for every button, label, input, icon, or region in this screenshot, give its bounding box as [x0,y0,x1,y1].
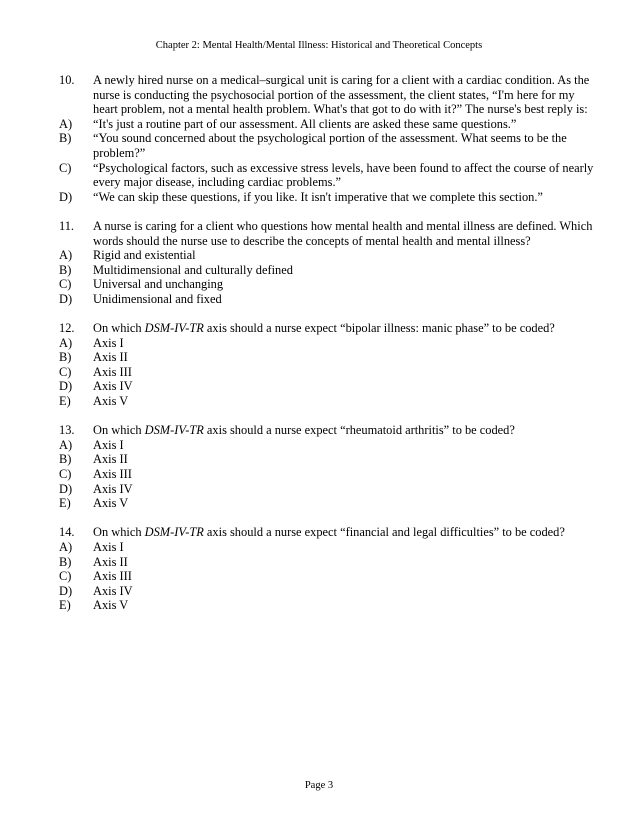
answer-option [59,379,599,394]
manual-title: DSM-IV-TR [144,423,204,438]
option-text: Axis III [93,569,132,584]
option-letter: C) [59,160,72,175]
answer-option [59,190,599,205]
answer-option [59,452,599,467]
option-text: Axis I [93,335,124,350]
answer-option [59,467,599,482]
question-text: A nurse is caring for a client who questions how mental health and mental illness are defined. Which words should the nurse use to describe the concepts of mental health and mental illness? [93,218,593,248]
option-text: Axis I [93,540,124,554]
question-14 [59,525,599,613]
option-text: Axis III [93,364,132,379]
answer-option [59,263,599,278]
question-text-end: axis should a nurse expect “rheumatoid arthritis” to be coded? [203,423,515,438]
option-text: Axis II [93,350,128,365]
option-text: “It's just a routine part of our assessment. All clients are asked these same questions.” [93,116,517,131]
answer-option [59,248,599,263]
answer-option [59,365,599,380]
option-letter: B) [59,131,72,146]
option-text: Axis V [93,496,129,511]
option-letter: B) [59,350,72,365]
option-letter: D) [59,379,73,394]
question-10 [59,73,599,204]
option-letter: D) [59,481,73,496]
option-text: Unidimensional and fixed [93,291,222,306]
option-text: Axis III [93,467,132,482]
answer-option [59,131,599,160]
option-text: Axis IV [93,481,133,496]
option-text: Axis IV [93,379,133,394]
question-12 [59,321,599,409]
answer-option [59,584,599,599]
option-letter: A) [59,248,73,263]
question-text: On which [93,525,145,540]
question-stem [59,73,599,117]
question-text-end: axis should a nurse expect “financial and legal difficulties” to be coded? [203,525,565,540]
option-letter: A) [59,116,73,131]
option-text: Axis II [93,554,128,569]
question-text-end: axis should a nurse expect “bipolar illness: manic phase” to be coded? [203,321,555,336]
answer-option [59,350,599,365]
answer-option [59,161,599,190]
option-letter: B) [59,452,72,467]
answer-option [59,555,599,570]
option-text: “We can skip these questions, if you like. It isn't imperative that we complete this section.” [93,189,543,204]
answer-option [59,394,599,409]
option-text: Axis II [93,452,128,467]
answer-option [59,569,599,584]
option-letter: B) [59,554,72,569]
option-text: Axis V [93,394,129,409]
option-letter: C) [59,364,72,379]
option-letter: A) [59,335,73,350]
option-text: “You sound concerned about the psychological portion of the assessment. What seems to be the problem?” [93,131,567,160]
option-text: Universal and unchanging [93,277,224,292]
option-letter: D) [59,189,73,204]
question-stem [59,321,599,336]
option-text: Axis V [93,598,129,613]
answer-option [59,292,599,307]
option-text: Rigid and existential [93,248,196,263]
option-letter: E) [59,394,71,409]
answer-option [59,438,599,453]
question-11 [59,219,599,307]
question-number: 14. [59,525,75,540]
option-text: Multidimensional and culturally defined [93,262,293,277]
answer-option [59,482,599,497]
question-number: 11. [59,218,75,233]
question-number: 12. [59,321,75,336]
answer-option [59,496,599,511]
option-text: “Psychological factors, such as excessive stress levels, have been found to affect the course of nearly every major disease, including cardiac problems.” [93,160,594,190]
option-letter: D) [59,291,73,306]
option-letter: C) [59,277,72,292]
option-letter: C) [59,569,72,584]
answer-option [59,336,599,351]
manual-title: DSM-IV-TR [144,321,204,336]
manual-title: DSM-IV-TR [144,525,204,540]
question-list [59,73,599,628]
question-number: 10. [59,73,75,87]
question-stem [59,525,599,540]
question-stem [59,219,599,248]
option-text: Axis IV [93,583,133,598]
page-header: Chapter 2: Mental Health/Mental Illness: Historical and Theoretical Concepts [155,40,483,51]
question-number: 13. [59,423,75,438]
answer-option [59,117,599,132]
option-letter: E) [59,496,71,511]
question-text: On which [93,423,145,438]
page-number: Page 3 [304,780,334,791]
question-text: On which [93,321,145,336]
question-stem [59,423,599,438]
option-letter: E) [59,598,71,613]
question-13 [59,423,599,511]
option-letter: B) [59,262,72,277]
answer-option [59,540,599,555]
option-letter: A) [59,437,73,452]
option-letter: A) [59,540,73,554]
option-letter: C) [59,467,72,482]
option-text: Axis I [93,437,124,452]
answer-option [59,598,599,613]
option-letter: D) [59,583,73,598]
question-text: A newly hired nurse on a medical–surgical unit is caring for a client with a cardiac condition. As the nurse is conducting the psychosocial portion of the assessment, the client states, “I'm here for my heart problem, not a mental health problem. What's that got to do with it?” The nurse's best reply is: [93,73,590,117]
answer-option [59,277,599,292]
